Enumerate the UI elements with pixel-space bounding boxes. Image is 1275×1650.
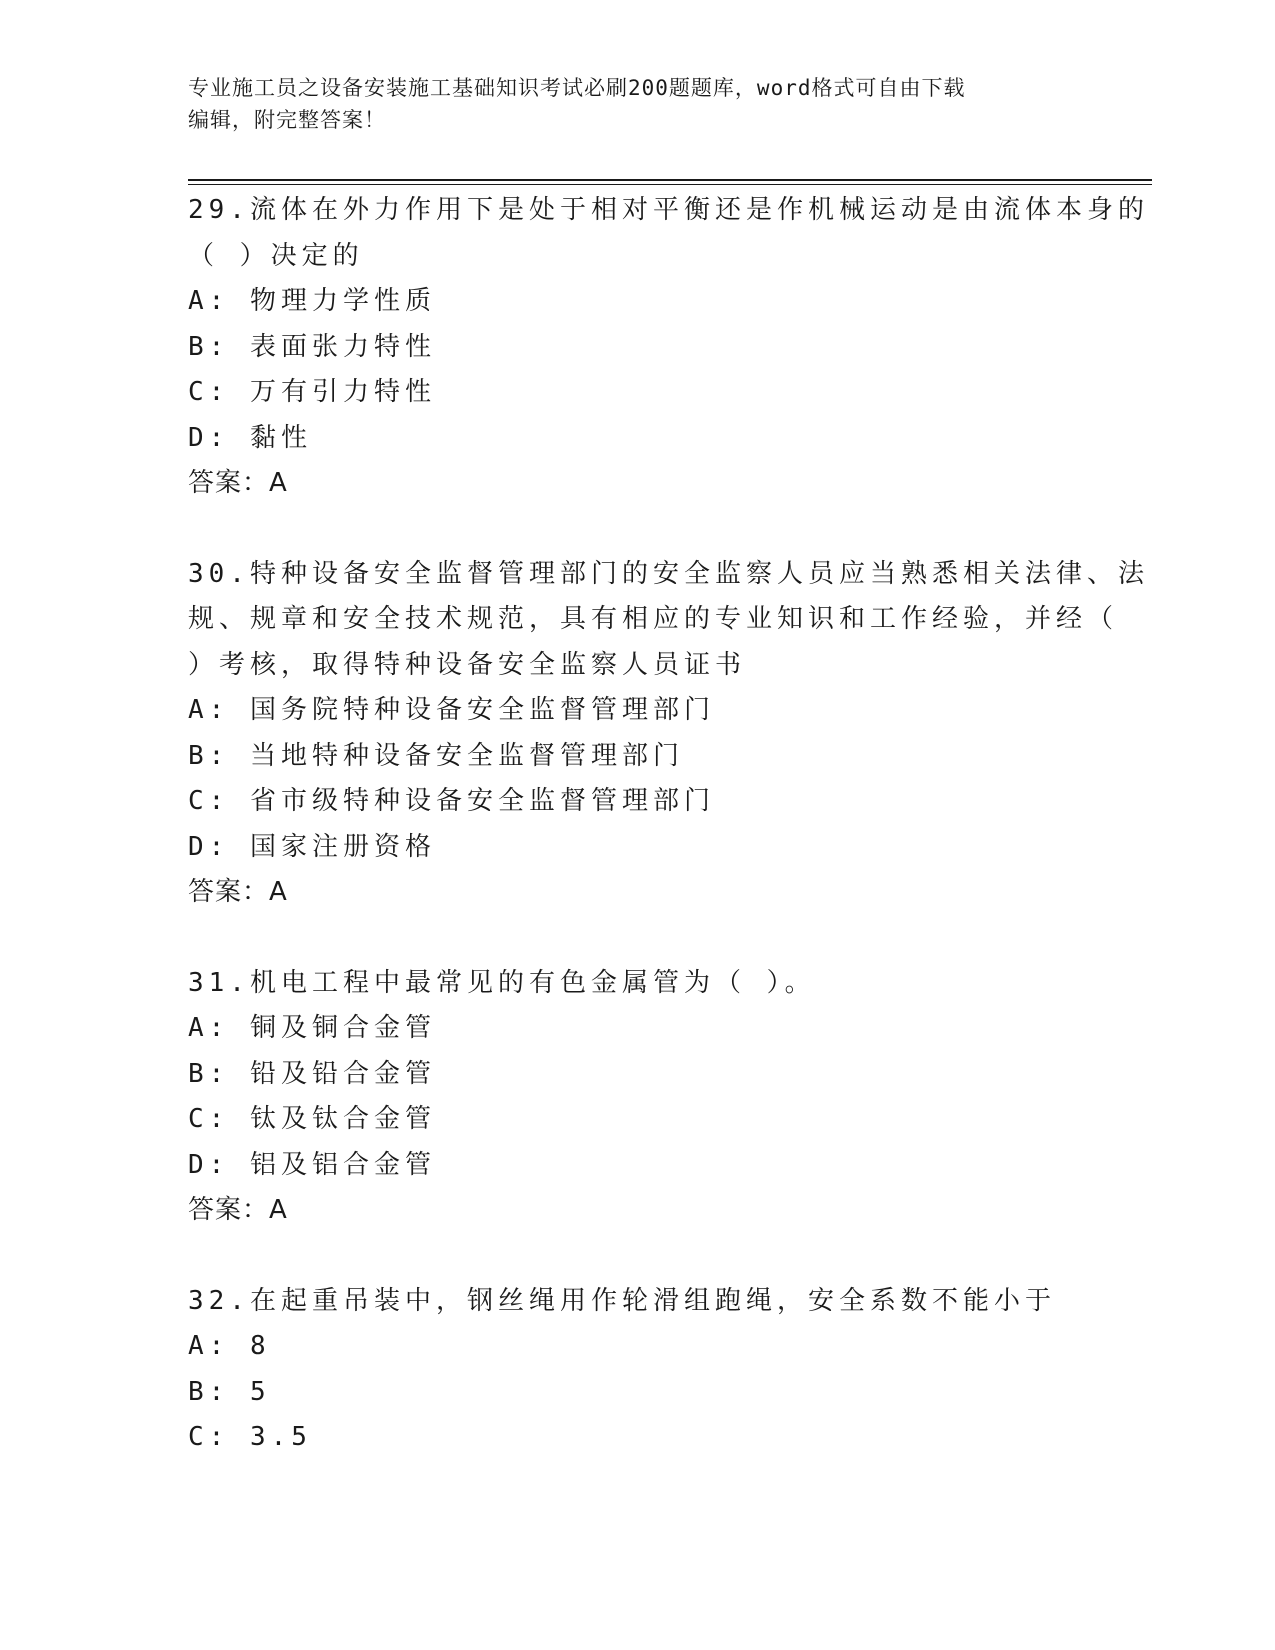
question-stem: （ ）决定的 bbox=[188, 240, 364, 271]
question-32 bbox=[188, 1279, 1088, 1461]
option-c: C: 3.5 bbox=[188, 1422, 312, 1452]
question-29 bbox=[188, 188, 1149, 507]
question-30 bbox=[188, 552, 1149, 916]
option-a: A: 铜及铜合金管 bbox=[188, 1013, 436, 1043]
question-stem: 31.机电工程中最常见的有色金属管为（ ）。 bbox=[188, 967, 816, 998]
answer-line: 答案：A bbox=[188, 468, 288, 498]
option-c: C: 钛及钛合金管 bbox=[188, 1104, 436, 1134]
option-d: D: 铝及铝合金管 bbox=[188, 1149, 436, 1180]
question-list bbox=[188, 188, 1149, 1461]
answer-line: 答案：A bbox=[188, 1195, 288, 1225]
header-divider-thick bbox=[188, 179, 1152, 181]
question-stem: 29.流体在外力作用下是处于相对平衡还是作机械运动是由流体本身的 bbox=[188, 195, 1149, 225]
question-spacer bbox=[188, 507, 1088, 552]
header-title-line-1: 专业施工员之设备安装施工基础知识考试必刷200题题库，word格式可自由下载 bbox=[188, 76, 966, 100]
document-header bbox=[188, 72, 1088, 136]
option-c: C: 省市级特种设备安全监督管理部门 bbox=[188, 786, 715, 816]
option-d: D: 国家注册资格 bbox=[188, 831, 436, 862]
option-b: B: 表面张力特性 bbox=[188, 331, 436, 362]
option-a: A: 物理力学性质 bbox=[188, 286, 436, 316]
option-b: B: 铅及铅合金管 bbox=[188, 1058, 436, 1089]
answer-line: 答案：A bbox=[188, 877, 288, 907]
header-divider-thin bbox=[188, 184, 1152, 185]
option-c: C: 万有引力特性 bbox=[188, 377, 436, 407]
question-stem: 32.在起重吊装中，钢丝绳用作轮滑组跑绳，安全系数不能小于 bbox=[188, 1285, 1056, 1316]
option-a: A: 国务院特种设备安全监督管理部门 bbox=[188, 695, 715, 725]
question-stem: 规、规章和安全技术规范，具有相应的专业知识和工作经验，并经（ bbox=[188, 604, 1119, 634]
option-b: B: 5 bbox=[188, 1376, 271, 1407]
question-stem: ）考核，取得特种设备安全监察人员证书 bbox=[188, 649, 747, 680]
option-d: D: 黏性 bbox=[188, 422, 312, 453]
option-b: B: 当地特种设备安全监督管理部门 bbox=[188, 740, 684, 771]
question-stem: 30.特种设备安全监督管理部门的安全监察人员应当熟悉相关法律、法 bbox=[188, 558, 1149, 589]
question-spacer bbox=[188, 1234, 1088, 1279]
question-spacer bbox=[188, 916, 1088, 961]
option-a: A: 8 bbox=[188, 1331, 271, 1361]
header-title-line-2: 编辑，附完整答案！ bbox=[188, 108, 386, 132]
question-31 bbox=[188, 961, 1088, 1234]
